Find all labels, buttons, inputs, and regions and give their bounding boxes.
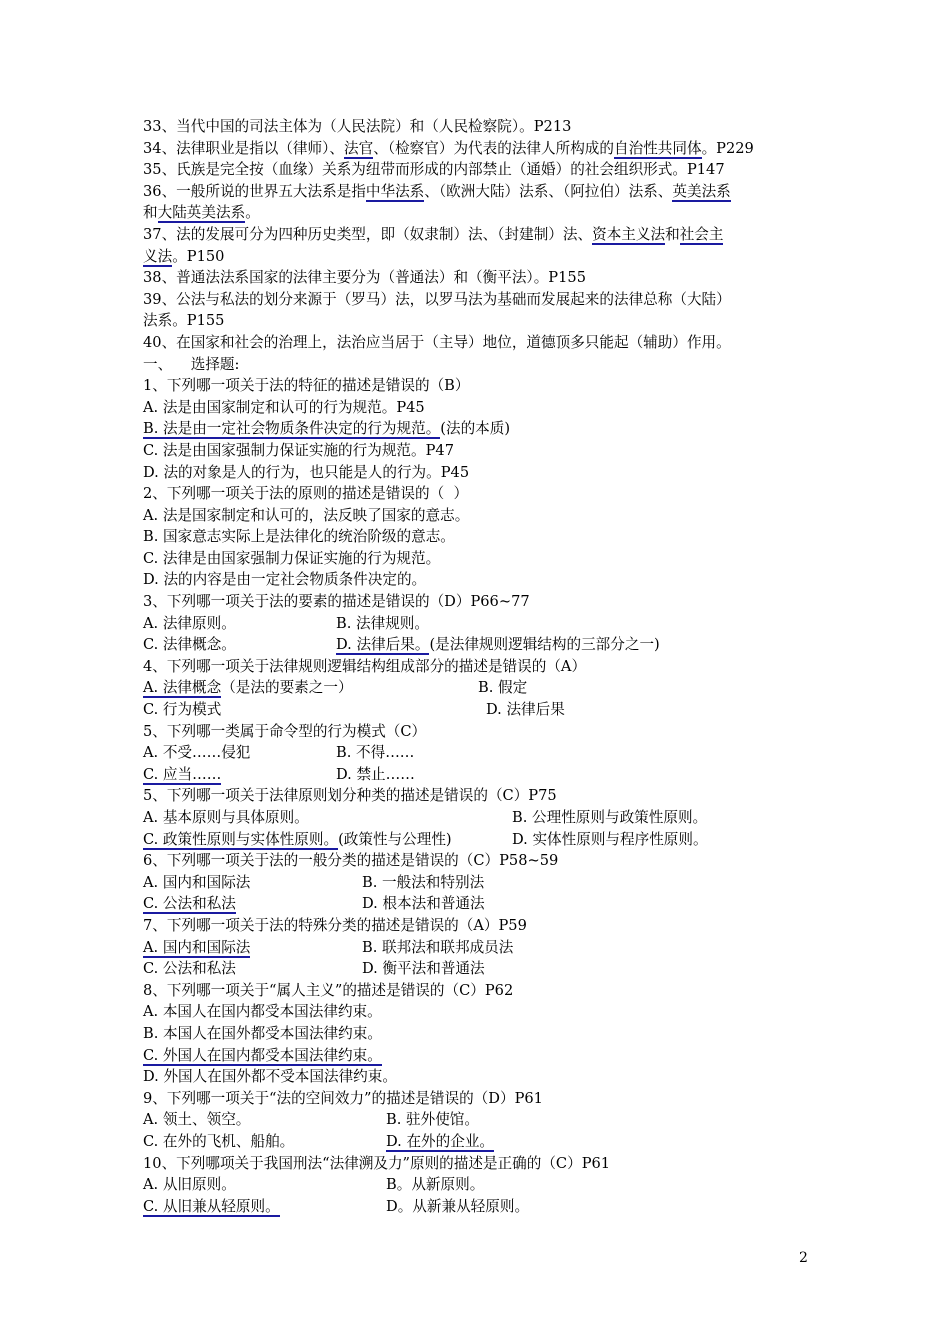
question: 1、下列哪一项关于法的特征的描述是错误的（B）	[143, 377, 470, 395]
underlined-answer: C. 公法和私法	[143, 895, 236, 913]
question: 4、下列哪一项关于法律规则逻辑结构组成部分的描述是错误的（A）	[143, 657, 587, 675]
underlined-answer: 自治性共同体	[614, 139, 702, 157]
underlined-answer: A. 国内和国际法	[143, 938, 251, 956]
document-body	[143, 116, 815, 1217]
text-line: 义法。P150	[143, 247, 225, 265]
option-row: A. 国内和国际法 B. 联邦法和联邦成员法	[143, 938, 514, 956]
underlined-answer: 资本主义法	[592, 225, 666, 243]
option: B. 法是由一定社会物质条件决定的行为规范。(法的本质)	[143, 420, 511, 438]
option-row: C. 在外的飞机、船舶。 D. 在外的企业。	[143, 1132, 495, 1150]
text-line: 和大陆英美法系。	[143, 204, 260, 222]
question: 3、下列哪一项关于法的要素的描述是错误的（D）P66~77	[143, 593, 530, 611]
underlined-answer: A. 法律概念	[143, 679, 222, 697]
option	[143, 1045, 815, 1067]
underlined-answer: 社会主	[679, 225, 724, 243]
underlined-answer: D. 在外的企业。	[386, 1132, 495, 1150]
question: 9、下列哪一项关于“法的空间效力”的描述是错误的（D）P61	[143, 1089, 543, 1107]
question: 2、下列哪一项关于法的原则的描述是错误的（ ）	[143, 485, 469, 503]
text-line: 36、一般所说的世界五大法系是指中华法系、（欧洲大陆）法系、（阿拉伯）法系、英美法系	[143, 182, 731, 200]
question: 7、下列哪一项关于法的特殊分类的描述是错误的（A）P59	[143, 916, 527, 934]
text-line: 33、当代中国的司法主体为（人民法院）和（人民检察院）。P213	[143, 118, 572, 135]
option: D. 法的内容是由一定社会物质条件决定的。	[143, 571, 427, 589]
option: B. 国家意志实际上是法律化的统治阶级的意志。	[143, 528, 455, 546]
section-heading: 一、 选择题:	[143, 355, 240, 373]
option: A. 本国人在国内都受本国法律约束。	[143, 1003, 382, 1021]
text-line: 34、法律职业是指以（律师）、法官、（检察官）为代表的法律人所构成的自治性共同体。P229	[143, 139, 754, 157]
underlined-answer: 义法	[143, 247, 173, 265]
option-row: C. 公法和私法 D. 衡平法和普通法	[143, 960, 485, 978]
underlined-answer: C. 应当……	[143, 765, 222, 783]
text-line: 35、氏族是完全按（血缘）关系为纽带而形成的内部禁止（通婚）的社会组织形式。P147	[143, 161, 725, 179]
underlined-answer: D. 法律后果。	[336, 636, 430, 654]
underlined-answer: C. 政策性原则与实体性原则。	[143, 830, 339, 848]
option: D. 外国人在国外都不受本国法律约束。	[143, 1068, 397, 1086]
option-row: A. 基本原则与具体原则。 B. 公理性原则与政策性原则。	[143, 809, 708, 826]
underlined-answer: C. 从旧兼从轻原则。	[143, 1197, 280, 1215]
text-line: 38、普通法法系国家的法律主要分为（普通法）和（衡平法）。P155	[143, 269, 586, 287]
option-row: A. 法律概念（是法的要素之一） B. 假定	[143, 679, 528, 697]
page-number: 2	[799, 1250, 808, 1266]
underlined-answer: 中华法系	[365, 182, 425, 200]
option-row: C. 政策性原则与实体性原则。(政策性与公理性) D. 实体性原则与程序性原则。	[143, 830, 708, 848]
option-row: A. 法律原则。 B. 法律规则。	[143, 614, 429, 632]
text-line: 40、在国家和社会的治理上，法治应当居于（主导）地位，道德顶多只能起（辅助）作用。	[143, 333, 731, 351]
option-row: A. 领土、领空。 B. 驻外使馆。	[143, 1111, 479, 1129]
option-row: C. 行为模式 D. 法律后果	[143, 701, 565, 719]
text-line: 法系。P155	[143, 312, 225, 330]
question: 10、下列哪项关于我国刑法“法律溯及力”原则的描述是正确的（C）P61	[143, 1154, 611, 1172]
option: C. 法律是由国家强制力保证实施的行为规范。	[143, 549, 441, 567]
underlined-answer: 英美法系	[672, 182, 731, 200]
option-row: C. 公法和私法 D. 根本法和普通法	[143, 895, 485, 913]
option-row: A. 国内和国际法 B. 一般法和特别法	[143, 873, 485, 891]
option-row: A. 从旧原则。 B。从新原则。	[143, 1176, 485, 1194]
option-row: A. 不受……侵犯 B. 不得……	[143, 744, 415, 762]
option: B. 本国人在国外都受本国法律约束。	[143, 1024, 382, 1042]
underlined-answer: C. 外国人在国内都受本国法律约束。	[143, 1046, 382, 1064]
underlined-answer: B. 法是由一定社会物质条件决定的行为规范。	[143, 420, 441, 438]
question: 5、下列哪一项关于法律原则划分种类的描述是错误的（C）P75	[143, 787, 557, 805]
option: D. 法的对象是人的行为，也只能是人的行为。P45	[143, 463, 470, 481]
option-row: C. 从旧兼从轻原则。 D。从新兼从轻原则。	[143, 1197, 530, 1215]
option: A. 法是由国家制定和认可的行为规范。P45	[143, 398, 425, 416]
text-line: 39、公法与私法的划分来源于（罗马）法，以罗马法为基础而发展起来的法律总称（大陆）	[143, 290, 731, 308]
underlined-answer: 法官	[344, 139, 374, 157]
option-row: C. 法律概念。 D. 法律后果。(是法律规则逻辑结构的三部分之一)	[143, 636, 660, 654]
option: C. 法是由国家强制力保证实施的行为规范。P47	[143, 441, 455, 459]
option: A. 法是国家制定和认可的，法反映了国家的意志。	[143, 506, 470, 524]
question: 6、下列哪一项关于法的一般分类的描述是错误的（C）P58~59	[143, 852, 559, 870]
option-row: C. 应当…… D. 禁止……	[143, 765, 415, 783]
text-line: 37、法的发展可分为四种历史类型，即（奴隶制）法、（封建制）法、资本主义法和社会主	[143, 225, 724, 243]
underlined-answer: 大陆英美法系	[157, 204, 246, 222]
question: 5、下列哪一类属于命令型的行为模式（C）	[143, 722, 427, 740]
question: 8、下列哪一项关于“属人主义”的描述是错误的（C）P62	[143, 981, 514, 999]
